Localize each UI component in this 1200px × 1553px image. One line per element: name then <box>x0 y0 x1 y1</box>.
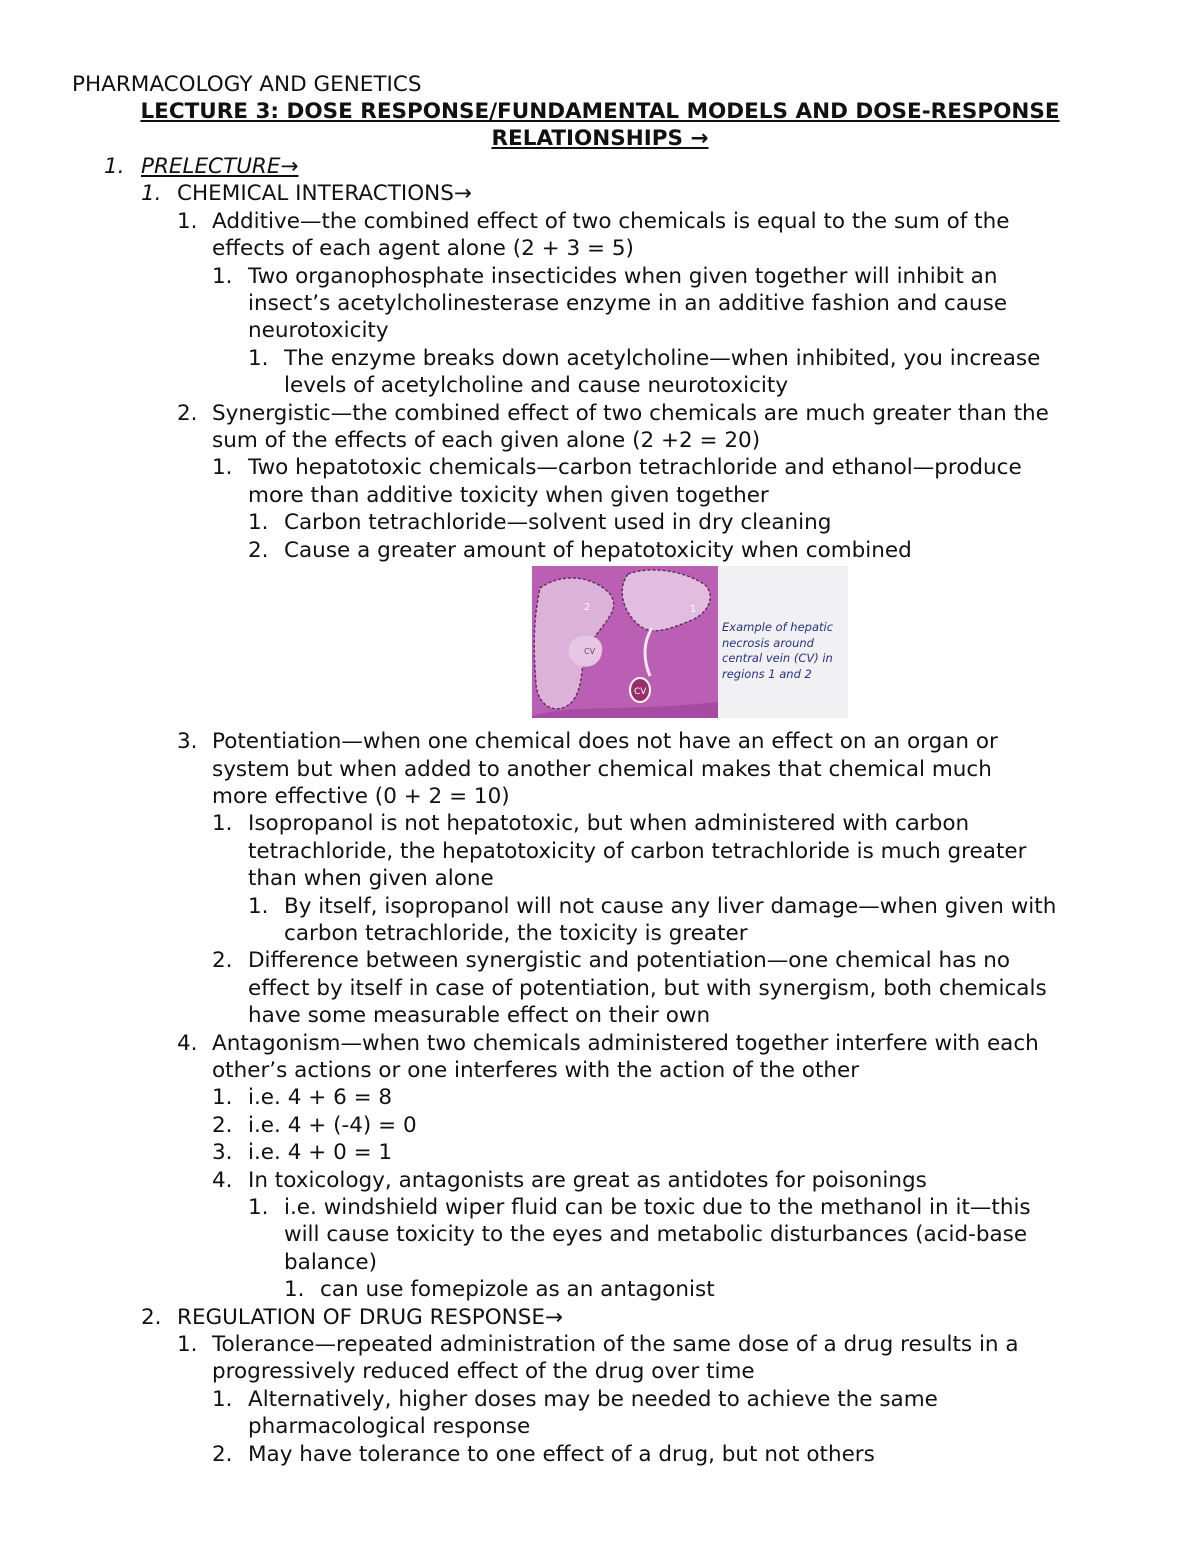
outline-item-antidotes <box>0 1167 1200 1194</box>
item-text: PRELECTURE→ <box>141 154 299 179</box>
item-number: 4. <box>177 1030 198 1056</box>
item-text: i.e. 4 + 0 = 1 <box>248 1140 393 1166</box>
item-number: 1. <box>248 345 269 371</box>
item-text-line: more effective (0 + 2 = 10) <box>212 783 510 809</box>
item-text-line: Antagonism—when two chemicals administered together interfere with each <box>212 1030 1039 1056</box>
figure-cv-label: CV <box>584 647 596 657</box>
item-text-line: Alternatively, higher doses may be needed to achieve the same <box>248 1386 938 1412</box>
item-number: 1. <box>177 208 198 234</box>
outline-item-difference <box>0 947 1200 1029</box>
item-number: 2. <box>212 948 233 974</box>
item-number: 1. <box>248 893 269 919</box>
item-text-line: tetrachloride, the hepatotoxicity of carbon tetrachloride is much greater <box>248 838 1027 864</box>
outline-item-organophosphate <box>0 263 1200 345</box>
outline-item-additive <box>0 208 1200 263</box>
item-text-line: other’s actions or one interferes with the action of the other <box>212 1057 860 1083</box>
figure-cv-label: CV <box>634 687 647 698</box>
item-text: In toxicology, antagonists are great as antidotes for poisonings <box>248 1167 927 1193</box>
item-number: 3. <box>212 1140 233 1166</box>
hepatic-necrosis-figure <box>532 566 848 718</box>
outline-item-isopropanol-itself <box>0 893 1200 948</box>
item-text-line: insect’s acetylcholinesterase enzyme in an additive fashion and cause <box>248 291 1008 317</box>
outline-item-regulation <box>0 1304 1200 1331</box>
item-text-line: Additive—the combined effect of two chemicals is equal to the sum of the <box>212 208 1010 234</box>
item-text-line: carbon tetrachloride, the toxicity is greater <box>284 920 748 946</box>
item-text-line: have some measurable effect on their own <box>248 1003 711 1029</box>
item-text-line: Difference between synergistic and potentiation—one chemical has no <box>248 948 1011 974</box>
item-number: 2. <box>212 1441 233 1467</box>
item-text: May have tolerance to one effect of a drug, but not others <box>248 1441 875 1467</box>
item-text-line: will cause toxicity to the eyes and metabolic disturbances (acid-base <box>284 1222 1028 1248</box>
figure-caption: Example of hepatic necrosis around central vein (CV) in regions 1 and 2 <box>722 620 834 681</box>
item-text-line: effect by itself in case of potentiation, but with synergism, both chemicals <box>248 975 1047 1001</box>
item-number: 3. <box>177 729 198 755</box>
item-text-line: effects of each agent alone (2 + 3 = 5) <box>212 236 634 262</box>
item-text-line: progressively reduced effect of the drug over time <box>212 1359 755 1385</box>
lecture-outline <box>0 153 1200 1468</box>
item-text: Cause a greater amount of hepatotoxicity when combined <box>284 537 912 563</box>
item-number: 2. <box>177 400 198 426</box>
outline-item-hepatotoxic <box>0 454 1200 509</box>
item-text-line: than when given alone <box>248 866 494 892</box>
item-number: 2. <box>141 1304 162 1330</box>
lecture-title: LECTURE 3: DOSE RESPONSE/FUNDAMENTAL MODELS AND DOSE-RESPONSE RELATIONSHIPS → <box>140 99 1060 152</box>
item-number: 1. <box>284 1277 305 1303</box>
item-number: 1. <box>212 1085 233 1111</box>
item-text-line: Two hepatotoxic chemicals—carbon tetrachloride and ethanol—produce <box>248 455 1022 481</box>
outline-item-carbon-tetrachloride <box>0 509 1200 536</box>
item-text-line: Two organophosphate insecticides when given together will inhibit an <box>248 263 998 289</box>
outline-item-enzyme <box>0 345 1200 400</box>
item-number: 2. <box>248 537 269 563</box>
item-text: i.e. 4 + (-4) = 0 <box>248 1112 417 1138</box>
outline-item-example-1 <box>0 1084 1200 1111</box>
course-heading: PHARMACOLOGY AND GENETICS <box>72 72 422 97</box>
item-text-line: more than additive toxicity when given together <box>248 482 769 508</box>
item-text: CHEMICAL INTERACTIONS→ <box>177 181 472 207</box>
outline-item-synergistic <box>0 400 1200 455</box>
outline-item-isopropanol <box>0 810 1200 892</box>
item-text-line: sum of the effects of each given alone (2 +2 = 20) <box>212 428 761 454</box>
outline-item-higher-doses <box>0 1386 1200 1441</box>
item-number: 1. <box>212 1386 233 1412</box>
item-text: i.e. 4 + 6 = 8 <box>248 1085 393 1111</box>
item-text-line: balance) <box>284 1249 378 1275</box>
outline-item-tolerance <box>0 1331 1200 1386</box>
outline-item-tolerance-one-effect <box>0 1441 1200 1468</box>
item-text-line: Tolerance—repeated administration of the same dose of a drug results in a <box>212 1332 1019 1358</box>
outline-item-chemical-interactions <box>0 180 1200 207</box>
item-number: 2. <box>212 1112 233 1138</box>
outline-item-fomepizole <box>0 1276 1200 1303</box>
outline-item-example-2 <box>0 1112 1200 1139</box>
item-number: 1. <box>177 1332 198 1358</box>
liver-histology-image <box>532 566 718 718</box>
item-number: 4. <box>212 1167 233 1193</box>
item-text: can use fomepizole as an antagonist <box>320 1277 715 1303</box>
item-text-line: neurotoxicity <box>248 318 389 344</box>
item-text-line: The enzyme breaks down acetylcholine—when inhibited, you increase <box>284 345 1041 371</box>
figure-row <box>0 566 1200 724</box>
item-number: 1. <box>141 181 162 207</box>
outline-item-greater-hepatotoxicity <box>0 537 1200 564</box>
item-text-line: i.e. windshield wiper fluid can be toxic due to the methanol in it—this <box>284 1195 1031 1220</box>
outline-item-prelecture <box>0 153 1200 180</box>
item-text-line: Synergistic—the combined effect of two chemicals are much greater than the <box>212 400 1049 426</box>
item-text-line: levels of acetylcholine and cause neurotoxicity <box>284 373 789 399</box>
item-text-line: Isopropanol is not hepatotoxic, but when administered with carbon <box>248 811 970 837</box>
item-text-line: Potentiation—when one chemical does not have an effect on an organ or <box>212 729 998 755</box>
item-number: 1. <box>248 510 269 536</box>
item-text-line: system but when added to another chemical makes that chemical much <box>212 756 992 782</box>
item-number: 1. <box>212 455 233 481</box>
item-text: REGULATION OF DRUG RESPONSE→ <box>177 1304 563 1330</box>
item-number: 1. <box>212 263 233 289</box>
item-text: Carbon tetrachloride—solvent used in dry cleaning <box>284 510 832 536</box>
item-number: 1. <box>212 811 233 837</box>
item-text-line: pharmacological response <box>248 1414 531 1440</box>
item-number: 1. <box>104 154 125 179</box>
outline-item-antagonism <box>0 1030 1200 1085</box>
outline-item-potentiation <box>0 728 1200 810</box>
outline-item-example-3 <box>0 1139 1200 1166</box>
item-text-line: By itself, isopropanol will not cause any liver damage—when given with <box>284 893 1057 919</box>
figure-region-label: 2 <box>584 602 591 614</box>
outline-item-windshield-wiper <box>0 1194 1200 1276</box>
item-number: 1. <box>248 1195 269 1220</box>
figure-region-label: 1 <box>690 604 697 616</box>
